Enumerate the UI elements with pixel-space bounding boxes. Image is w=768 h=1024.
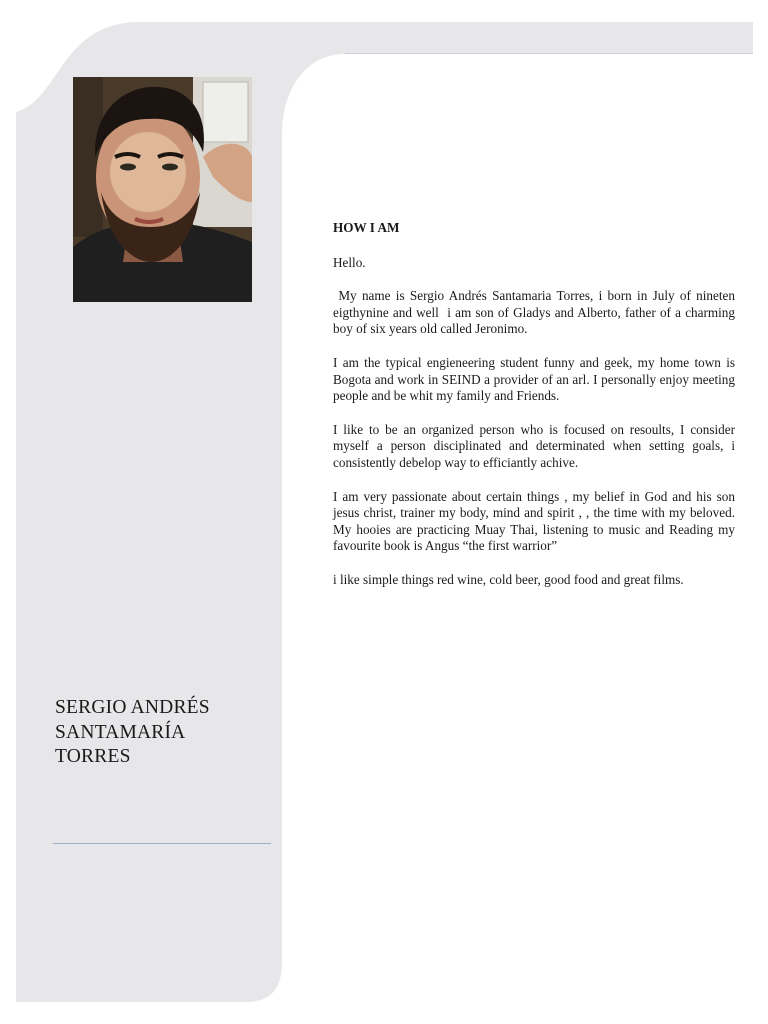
name-line-2: SANTAMARÍA — [55, 721, 186, 743]
paragraph-likes: i like simple things red wine, cold beer, good food and great films. — [333, 571, 684, 587]
profile-photo — [73, 77, 252, 302]
profile-name — [55, 696, 210, 770]
paragraph-intro: My name is Sergio Andrés Santamaria Torres, i born in July of nineten eigthynine and well i am son of Gladys and Alberto, father of a charming boy of six years old called Jeronimo. — [333, 288, 739, 337]
about-section — [333, 220, 739, 606]
paragraph-greeting: Hello. — [333, 254, 366, 270]
paragraph-passions: I am very passionate about certain things , my belief in God and his son jesus christ, trainer my body, mind and spirit , , the time with my beloved. My hooies are practicing Muay Thai, listening to music and Reading my favourite book is Angus “the first warrior” — [333, 488, 735, 554]
name-line-3: TORRES — [55, 746, 131, 767]
section-heading: HOW I AM — [333, 220, 400, 235]
paragraph-organized: I like to be an organized person who is focused on resoults, I consider myself a person disciplinated and determinated when setting goals, i consistently debelop way to efficiantly achive. — [333, 421, 735, 470]
paragraph-student: I am the typical engieneering student funny and geek, my home town is Bogota and work in SEIND a provider of an arl. I personally enjoy meeting people and be whit my family and Friends. — [333, 354, 735, 404]
header-rule — [345, 53, 753, 54]
name-line-1: SERGIO ANDRÉS — [55, 697, 210, 718]
name-divider — [53, 843, 271, 844]
portrait-image — [73, 77, 252, 302]
